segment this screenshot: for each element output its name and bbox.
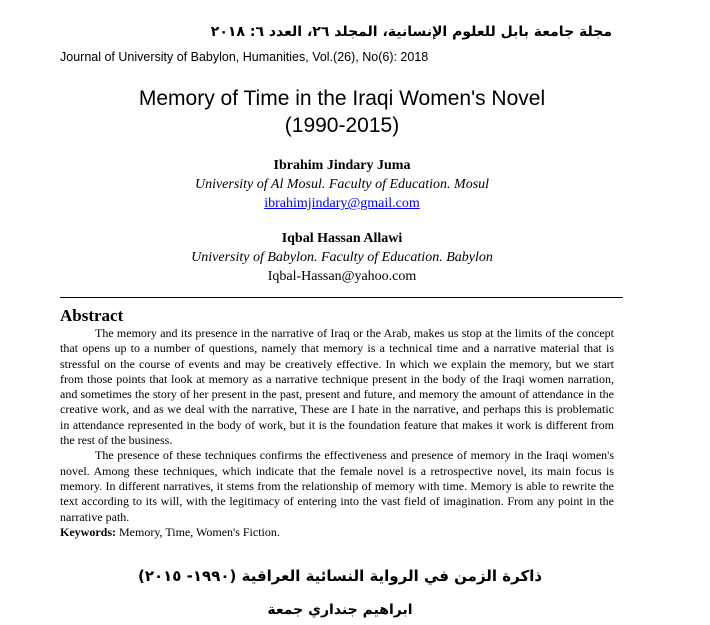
arabic-journal-header: مجلة جامعة بابل للعلوم الإنسانية، المجلد ٢٦، العدد ٦: ٢٠١٨ <box>210 24 612 40</box>
abstract-paragraph-2: The presence of these techniques confirms the effectiveness and presence of memory in the Iraqi women's novel. Among these techniques, which indicate that the female novel is a retrospective novel, its main focus is memory. In different narratives, it stems from the relationship of memory with time. Memory is able to rewrite the text according to its will, with the legitimacy of entering into the vast field of imagination. From any point in the narrative path. <box>60 448 614 524</box>
author-affiliation: University of Babylon. Faculty of Education. Babylon <box>191 250 493 265</box>
arabic-author-name: ابراهيم جنداري جمعة <box>267 602 413 618</box>
paper-title-line2: (1990-2015) <box>284 114 400 137</box>
author-email-link[interactable]: ibrahimjindary@gmail.com <box>264 196 420 211</box>
arabic-title: ذاكرة الزمن في الرواية النسائية العراقية (١٩٩٠- ٢٠١٥) <box>137 567 543 585</box>
abstract-body <box>60 326 614 540</box>
paper-title-line1: Memory of Time in the Iraqi Women's Novel <box>138 87 546 110</box>
keywords-list: Memory, Time, Women's Fiction. <box>116 524 280 539</box>
abstract-paragraph-1: The memory and its presence in the narrative of Iraq or the Arab, makes us stop at the limits of the concept that opens up to a number of questions, namely that memory is a technical time and a narrative material that is stressful on the course of events and may be creatively effective. In which we explain the memory, but we start from those points that look at memory as a narrative technique present in the body of the Iraqi women narration, and sometimes the story of her present in the past, present and future, and memory the amount of attendance in the creative work, and as we deal with the narrative, These are I hate in the narrative, and perhaps this is problematic in attendance represented in the body of work, but it is the foundation feature that makes it work is different from the rest of the business. <box>60 326 614 448</box>
keywords-label: Keywords: <box>60 524 116 539</box>
journal-citation: Journal of University of Babylon, Humanities, Vol.(26), No(6): 2018 <box>60 50 429 64</box>
section-divider <box>60 297 623 298</box>
author-block-1 <box>60 156 624 213</box>
keywords-line <box>60 525 614 540</box>
author-affiliation: University of Al Mosul. Faculty of Education. Mosul <box>194 177 490 192</box>
author-name: Iqbal Hassan Allawi <box>281 231 403 246</box>
author-email: Iqbal-Hassan@yahoo.com <box>267 269 417 284</box>
paper-title <box>60 85 624 139</box>
abstract-heading: Abstract <box>60 306 124 325</box>
author-block-2 <box>60 229 624 286</box>
author-name: Ibrahim Jindary Juma <box>273 158 411 173</box>
